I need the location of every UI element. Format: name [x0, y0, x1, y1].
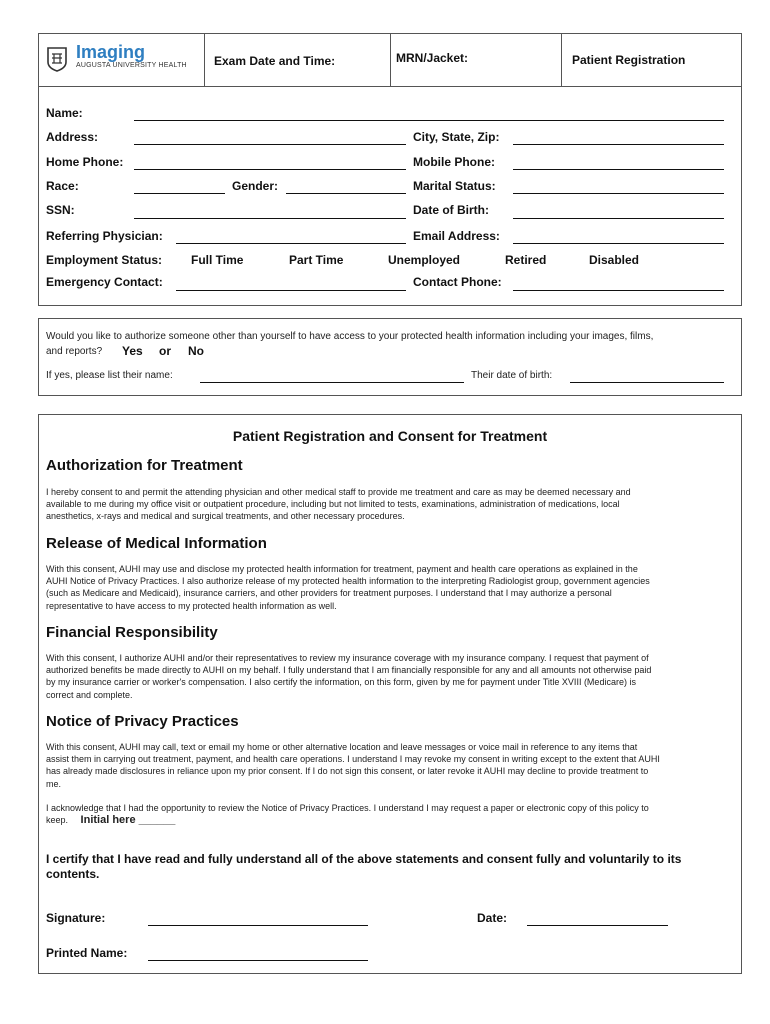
section-text: With this consent, AUHI may use and disclose my protected health information for treatment, payment and health care operations as explained in the AUHI Notice of Privacy Practices. I also authorize release of my protected health information to the interpreting Radiologist group, government agencies (such as Medicare and Medicaid), insurance carriers, and other providers for treatment purposes. I understand that I may authorize a personal representative to have access to my protected health information as well. — [46, 564, 650, 611]
authorize-question: Would you like to authorize someone other than yourself to have access to your protected health information including your images, films, — [46, 331, 654, 342]
section-heading: Financial Responsibility — [46, 624, 218, 641]
address-field[interactable] — [134, 144, 406, 145]
employment-label: Employment Status: — [46, 253, 163, 267]
date-field[interactable] — [527, 925, 668, 926]
section-heading: Authorization for Treatment — [46, 457, 243, 474]
dob-field[interactable] — [513, 218, 724, 219]
email-label: Email Address: — [413, 229, 500, 243]
authorize-no[interactable]: No — [188, 344, 204, 358]
address-label: Address: — [46, 130, 99, 144]
printed-name-label: Printed Name: — [46, 946, 128, 960]
authorize-question-cont: and reports? — [46, 346, 103, 357]
section-text: I hereby consent to and permit the attending physician and other medical staff to provide me treatment and care as may be deemed necessary and available to me during my office visit or outpatient procedure, including but not limited to tests, examinations, administration of medications, local anesthetics, x-rays and medical and surgical treatments, and other necessary procedures. — [46, 487, 631, 522]
authorize-box — [38, 318, 742, 396]
header-divider — [390, 33, 391, 87]
home-phone-field[interactable] — [134, 169, 406, 170]
mobile-phone-label: Mobile Phone: — [413, 155, 495, 169]
mrn-label: MRN/Jacket: — [396, 51, 469, 65]
section-text: With this consent, AUHI may call, text or email my home or other alternative location and leave messages or voice mail in reference to any items that assist them in carrying out treatment, payment, and health care operations. I understand I may revoke my consent in writing except to the extent that AUHI has already made disclosures in reliance upon my prior consent. If I do not sign this consent, or later revoke it AUHI may decline to provide treatment to me. — [46, 742, 660, 789]
marital-label: Marital Status: — [413, 179, 496, 193]
employment-option-retired[interactable]: Retired — [505, 253, 547, 267]
acknowledgement-text: I acknowledge that I had the opportunity to review the Notice of Privacy Practices. I understand I may request a paper or electronic copy of this policy to keep. Initial here ______ — [46, 803, 649, 827]
ssn-label: SSN: — [46, 203, 75, 217]
signature-field[interactable] — [148, 925, 368, 926]
logo — [46, 44, 196, 76]
certify-statement-cont: contents. — [46, 867, 100, 881]
email-field[interactable] — [513, 243, 724, 244]
dob-label: Date of Birth: — [413, 203, 489, 217]
logo-subtitle: AUGUSTA UNIVERSITY HEALTH — [76, 62, 187, 69]
exam-date-label: Exam Date and Time: — [214, 54, 336, 68]
home-phone-label: Home Phone: — [46, 155, 124, 169]
emergency-field[interactable] — [176, 290, 406, 291]
employment-option-unemployed[interactable]: Unemployed — [388, 253, 461, 267]
city-field[interactable] — [513, 144, 724, 145]
name-label: Name: — [46, 106, 83, 120]
referring-field[interactable] — [176, 243, 406, 244]
race-field[interactable] — [134, 193, 225, 194]
marital-field[interactable] — [513, 193, 724, 194]
logo-emblem-icon — [46, 46, 68, 72]
authorized-name-field[interactable] — [200, 382, 464, 383]
patient-info-box — [38, 86, 742, 306]
contact-phone-label: Contact Phone: — [413, 275, 502, 289]
certify-statement: I certify that I have read and fully understand all of the above statements and consent fully and voluntarily to its — [46, 852, 682, 866]
race-label: Race: — [46, 179, 79, 193]
signature-label: Signature: — [46, 911, 106, 925]
authorize-or: or — [159, 344, 171, 358]
ssn-field[interactable] — [134, 218, 406, 219]
date-label: Date: — [477, 911, 508, 925]
authorized-name-label: If yes, please list their name: — [46, 370, 173, 381]
name-field[interactable] — [134, 120, 724, 121]
initial-here-field[interactable]: Initial here ______ — [80, 814, 176, 827]
gender-label: Gender: — [232, 179, 279, 193]
section-text: With this consent, I authorize AUHI and/or their representatives to review my insurance coverage with my insurance company. I request that payment of authorized benefits be made directly to AUHI on my behalf. I fully understand that I am financially responsible for any and all amounts not otherwise paid by my insurance carrier or worker's compensation. I also certify the information, on this form, given by me for payment under Title XVIII (Medicare) is correct and complete. — [46, 653, 652, 700]
emergency-label: Emergency Contact: — [46, 275, 163, 289]
mobile-phone-field[interactable] — [513, 169, 724, 170]
logo-title: Imaging — [76, 42, 146, 62]
authorized-dob-label: Their date of birth: — [471, 370, 553, 381]
header-divider — [204, 33, 205, 87]
consent-title: Patient Registration and Consent for Treatment — [232, 428, 548, 444]
header-divider — [561, 33, 562, 87]
employment-option-part-time[interactable]: Part Time — [289, 253, 344, 267]
form-title: Patient Registration — [572, 53, 686, 67]
referring-label: Referring Physician: — [46, 229, 163, 243]
contact-phone-field[interactable] — [513, 290, 724, 291]
authorized-dob-field[interactable] — [570, 382, 724, 383]
employment-option-full-time[interactable]: Full Time — [191, 253, 244, 267]
authorize-yes[interactable]: Yes — [122, 344, 143, 358]
employment-option-disabled[interactable]: Disabled — [589, 253, 640, 267]
printed-name-field[interactable] — [148, 960, 368, 961]
section-heading: Notice of Privacy Practices — [46, 713, 239, 730]
section-heading: Release of Medical Information — [46, 535, 267, 552]
gender-field[interactable] — [286, 193, 406, 194]
city-label: City, State, Zip: — [413, 130, 500, 144]
